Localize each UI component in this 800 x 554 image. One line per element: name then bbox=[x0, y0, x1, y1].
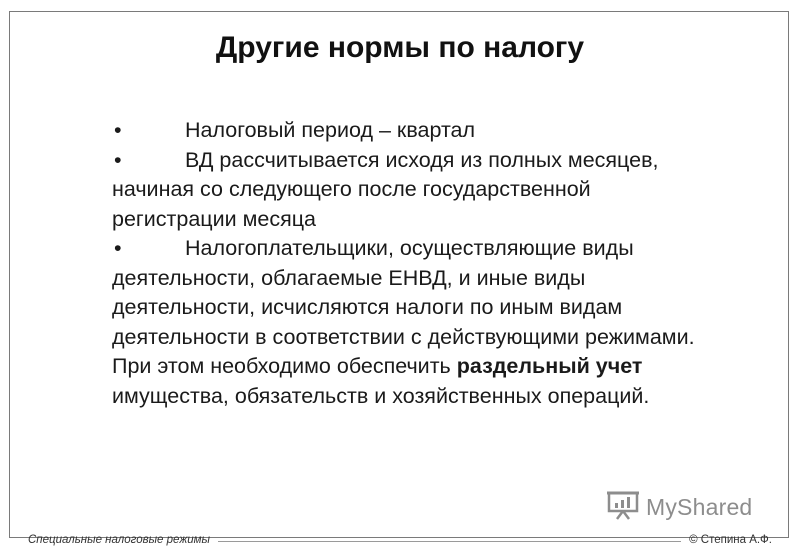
bullet-text: Налогоплательщики, осуществляющие виды деятельности, облагаемые ЕНВД, и иные виды деятельности, исчисляются налоги по иным видам деятельности в соответствии с действующими режимами. При этом необходимо обеспечить bbox=[112, 236, 695, 378]
footer-author: © Степина А.Ф. bbox=[689, 534, 772, 546]
bullet-marker: • bbox=[114, 118, 122, 142]
presentation-board-icon bbox=[606, 490, 640, 525]
footer-course-name: Специальные налоговые режимы bbox=[28, 534, 210, 546]
bullet-marker: • bbox=[114, 147, 122, 172]
bullet-text: ВД рассчитывается исходя из полных месяцев, начиная со следующего после государственной регистрации месяца bbox=[112, 147, 659, 231]
bullet-item-income bbox=[112, 146, 712, 235]
bullet-text-tail: имущества, обязательств и хозяйственных операций. bbox=[112, 383, 650, 408]
bullet-item-period bbox=[112, 116, 712, 146]
bullet-item-taxpayers bbox=[112, 234, 712, 411]
myshared-watermark bbox=[606, 490, 752, 525]
bullet-emphasis: раздельный учет bbox=[456, 354, 643, 378]
slide-footer bbox=[28, 531, 772, 549]
footer-divider bbox=[218, 541, 681, 542]
watermark-text: MyShared bbox=[646, 494, 753, 520]
slide-title: Другие нормы по налогу bbox=[215, 31, 585, 64]
bullet-marker: • bbox=[114, 236, 122, 260]
slide-body bbox=[112, 116, 712, 411]
bullet-text: Налоговый период – квартал bbox=[185, 118, 476, 142]
